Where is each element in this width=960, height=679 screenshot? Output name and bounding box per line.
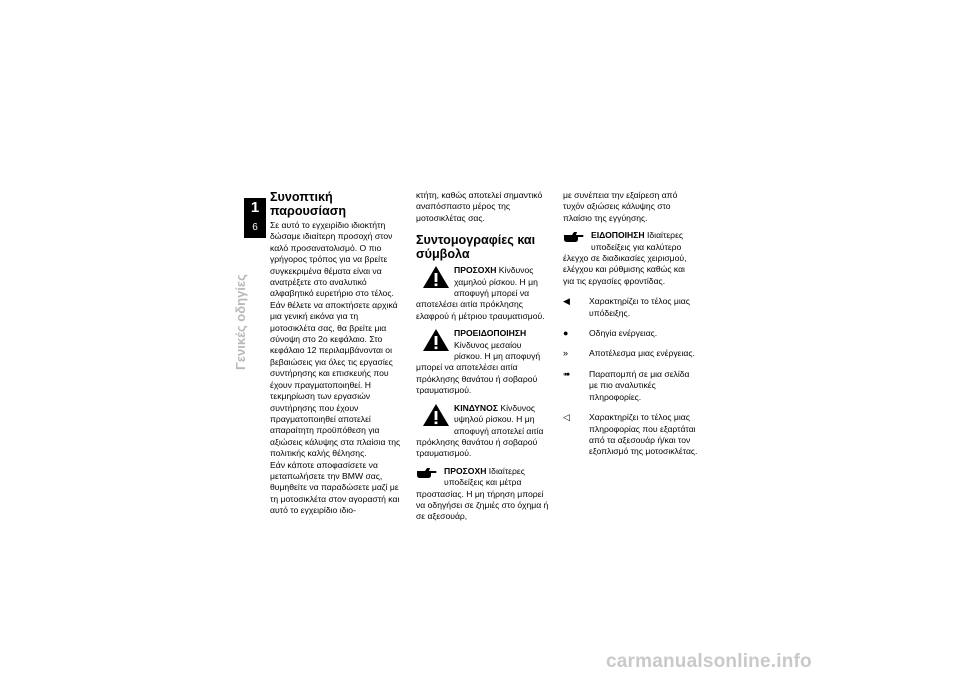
watermark: carmanualsonline.info	[606, 651, 812, 672]
abbreviations-heading: Συντομογραφίες και σύμβολα	[416, 233, 536, 262]
chapter-number: 1	[250, 199, 260, 216]
chapter-label: Γενικές οδηγίες	[233, 274, 248, 370]
symbol-row	[563, 348, 698, 359]
note-title: ΠΡΟΣΟΧΗ	[444, 465, 487, 476]
column-3	[563, 190, 698, 458]
note-notice	[563, 230, 698, 287]
overview-heading: Συνοπτική παρουσίαση	[270, 190, 347, 218]
note-attention	[416, 466, 551, 523]
note-text: Κίνδυνος υψηλού ρίσκου. Η μη αποφυγή αποτελεί αιτία πρόκλησης θανάτου ή σοβαρού τραυματισμού.	[416, 402, 544, 459]
column-1	[270, 190, 405, 517]
col2-intro: κτήτη, καθώς αποτελεί σημαντικό αναπόσπαστο μέρος της μοτοσικλέτας σας.	[416, 190, 543, 223]
note-text: Κίνδυνος μεσαίου ρίσκου. Η μη αποφυγή μπορεί να αποτελέσει αιτία πρόκλησης θανάτου ή σοβαρού τραυματισμού.	[416, 339, 541, 396]
overview-text-2: Εάν κάποτε αποφασίσετε να μεταπωλήσετε την BMW σας, θυμηθείτε να παραδώσετε μαζί με τη μοτοσικλέτα στον αγοραστή και αυτό το εγχειρίδιο ιδιο-	[270, 459, 400, 516]
bullet-icon: ●	[563, 328, 569, 339]
warning-triangle-icon	[422, 328, 450, 352]
symbol-row	[563, 369, 698, 403]
end-of-note-icon: ◀	[563, 296, 570, 307]
column-2	[416, 190, 551, 523]
symbol-text: Αποτέλεσμα μιας ενέργειας.	[589, 348, 695, 359]
note-title: ΠΡΟΕΙΔΟΠΟΙΗΣΗ	[454, 328, 527, 339]
note-text: Ιδιαίτερες υποδείξεις και μέτρα προστασίας. Η μη τήρηση μπορεί να οδηγήσει σε ζημιές στο όχημα ή σε αξεσουάρ,	[416, 465, 549, 522]
page-reference-icon: ➠	[563, 368, 571, 379]
warning-triangle-icon	[422, 265, 450, 289]
note-warning	[416, 328, 551, 396]
symbol-text: Οδηγία ενέργειας.	[589, 328, 658, 339]
symbol-text: Χαρακτηρίζει το τέλος μιας υπόδειξης.	[589, 296, 690, 318]
overview-text: Σε αυτό το εγχειρίδιο ιδιοκτήτη δώσαμε ιδιαίτερη προσοχή στον καλό προσανατολισμό. Ο πιο γρήγορος τρόπος για να βρείτε συγκεκριμένα θέματα είναι να ανατρέξετε στο αναλυτικό αλφαβητικό ευρετήριο στο τέλος. Εάν θέλετε να αποκτήσετε αρχικά μια γενική εικόνα για τη μοτοσικλέτα σας, θα βρείτε μια σύνοψη στο 2ο κεφάλαιο. Στο κεφάλαιο 12 περιλαμβάνονται οι βεβαιώσεις για όλες τις εργασίες συντήρησης και επισκευής που έχουν πραγματοποιηθεί. Η τεκμηρίωση των εργασιών συντήρησης που έχουν πραγματοποιηθεί αποτελεί απαραίτητη προϋπόθεση για αξιώσεις κάλυψης στα πλαίσια της πολιτικής καλής θέλησης.	[270, 220, 401, 459]
pointing-hand-icon	[416, 466, 438, 480]
warning-triangle-icon	[422, 403, 450, 427]
symbol-text: Παραπομπή σε μια σελίδα με πιο αναλυτικές πληροφορίες.	[589, 368, 690, 402]
pointing-hand-icon	[563, 230, 585, 244]
note-title: ΕΙΔΟΠΟΙΗΣΗ	[591, 230, 645, 241]
note-text: Ιδιαίτερες υποδείξεις για καλύτερο έλεγχο σε διαδικασίες χειρισμού, ελέγχου και ρύθμισης καθώς και για τις εργασίες φροντίδας.	[563, 230, 687, 286]
result-icon: »	[563, 348, 569, 359]
symbol-text: Χαρακτηρίζει το τέλος μιας πληροφορίας που εξαρτάται από τα αξεσουάρ ή/και τον εξοπλισμό της μοτοσικλέτας.	[589, 412, 698, 457]
note-caution	[416, 265, 551, 322]
symbol-row	[563, 296, 698, 319]
note-title: ΚΙΝΔΥΝΟΣ	[454, 402, 498, 413]
page-number: 6	[252, 222, 258, 233]
col3-intro: με συνέπεια την εξαίρεση από τυχόν αξιώσεις κάλυψης στο πλαίσιο της εγγύησης.	[563, 190, 678, 223]
symbol-row	[563, 412, 698, 458]
note-title: ΠΡΟΣΟΧΗ	[454, 265, 497, 276]
note-danger	[416, 403, 551, 460]
note-text: Κίνδυνος χαμηλού ρίσκου. Η μη αποφυγή μπορεί να αποτελέσει αιτία πρόκλησης ελαφρού ή μέτριου τραυματισμού.	[416, 265, 545, 321]
symbol-row	[563, 328, 698, 339]
end-of-accessory-info-icon: ◁	[563, 412, 570, 423]
